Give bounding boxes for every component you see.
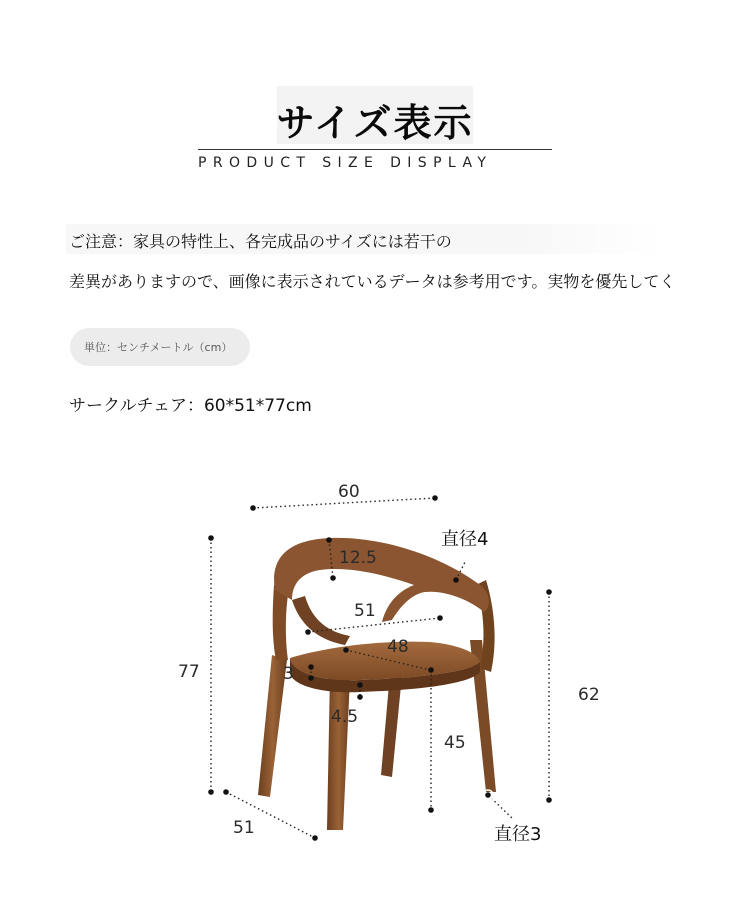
apron-height-label: 4.5 [331,707,359,727]
seat-height-label: 45 [444,733,466,753]
total-height-label: 77 [178,662,200,682]
width-top-label: 60 [338,482,360,502]
product-size-text: サークルチェア：60*51*77cm [69,396,312,416]
unit-badge-label: 単位：センチメートル（cm） [84,341,233,354]
notice-line-1: ご注意：家具の特性上、各完成品のサイズには若干の [69,232,452,251]
depth-bottom-label: 51 [233,818,255,838]
seat-depth-label: 48 [387,637,409,657]
backrest-height-label: 12.5 [339,548,377,568]
arm-height-label: 62 [578,685,600,705]
notice-line-2: 差異がありますので、画像に表示されているデータは参考用です。実物を優先してく [69,272,676,291]
seat-thickness-label: 3 [283,664,294,684]
armrest-diameter-label: 直径4 [441,529,489,550]
leg-diameter-label: 直径3 [494,824,542,845]
page-title: サイズ表示 [276,101,474,145]
seat-width-label: 51 [354,601,376,621]
page-subtitle: PRODUCT SIZE DISPLAY [198,155,493,171]
